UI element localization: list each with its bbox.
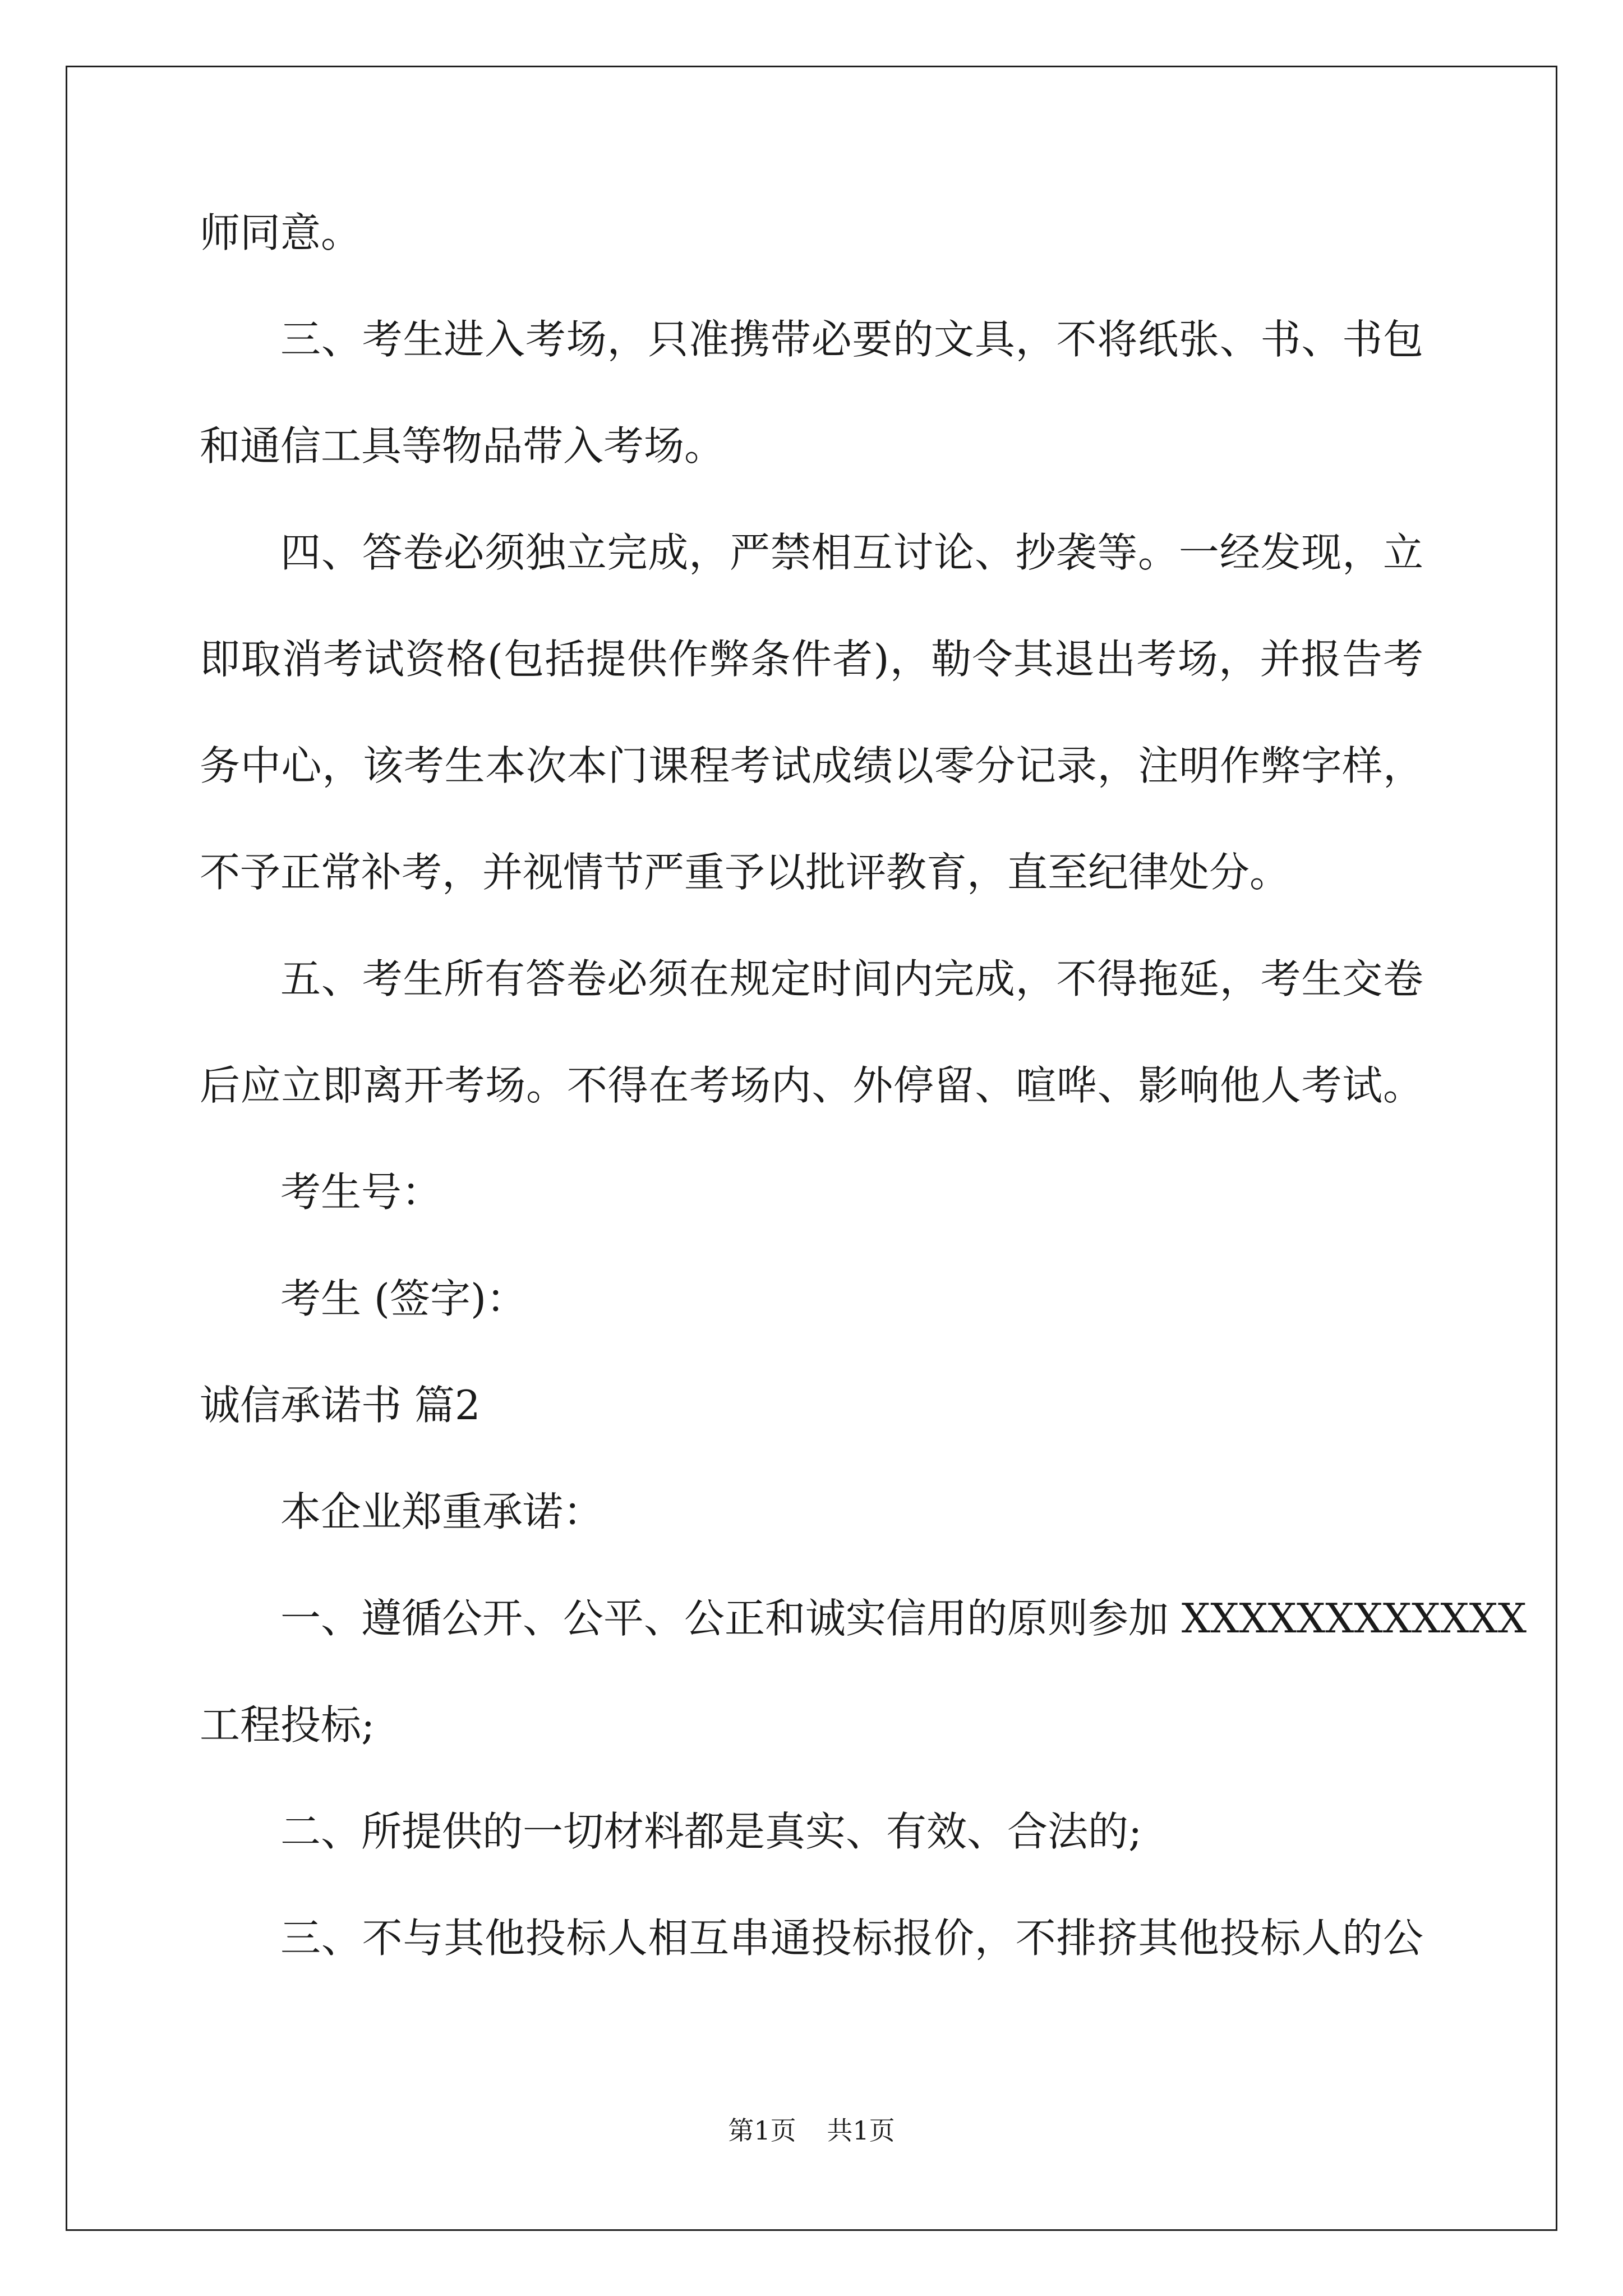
text-line: 后应立即离开考场。不得在考场内、外停留、喧哗、影响他人考试。 [200,1062,1423,1109]
page-total: 共1页 [827,2115,895,2146]
page-border [66,66,1557,2231]
page-footer [0,2110,1623,2147]
page-number: 第1页 [728,2115,796,2146]
text-line: 工程投标; [200,1701,375,1749]
text-line: 即取消考试资格(包括提供作弊条件者)，勒令其退出考场，并报告考 [200,636,1423,683]
text-line: 考生 (签字)： [280,1275,527,1322]
text-line: 一、遵循公开、公平、公正和诚实信用的原则参加 XXXXXXXXXXXX [280,1595,1527,1642]
text-line: 五、考生所有答卷必须在规定时间内完成，不得拖延，考生交卷 [280,955,1423,1002]
text-line: 和通信工具等物品带入考场。 [200,422,725,470]
text-line: 本企业郑重承诺： [280,1488,604,1535]
text-line: 不予正常补考，并视情节严重予以批评教育，直至纪律处分。 [200,849,1290,896]
text-line: 师同意。 [200,209,362,256]
section-heading: 诚信承诺书 篇2 [200,1382,481,1429]
text-line: 四、答卷必须独立完成，严禁相互讨论、抄袭等。一经发现，立 [280,529,1423,576]
text-line: 三、考生进入考场，只准携带必要的文具，不将纸张、书、书包 [280,316,1423,363]
text-line: 三、不与其他投标人相互串通投标报价，不排挤其他投标人的公 [280,1915,1423,1962]
text-line: 务中心，该考生本次本门课程考试成绩以零分记录，注明作弊字样， [200,742,1423,789]
text-line: 考生号： [280,1168,442,1216]
text-line: 二、所提供的一切材料都是真实、有效、合法的; [280,1808,1142,1855]
